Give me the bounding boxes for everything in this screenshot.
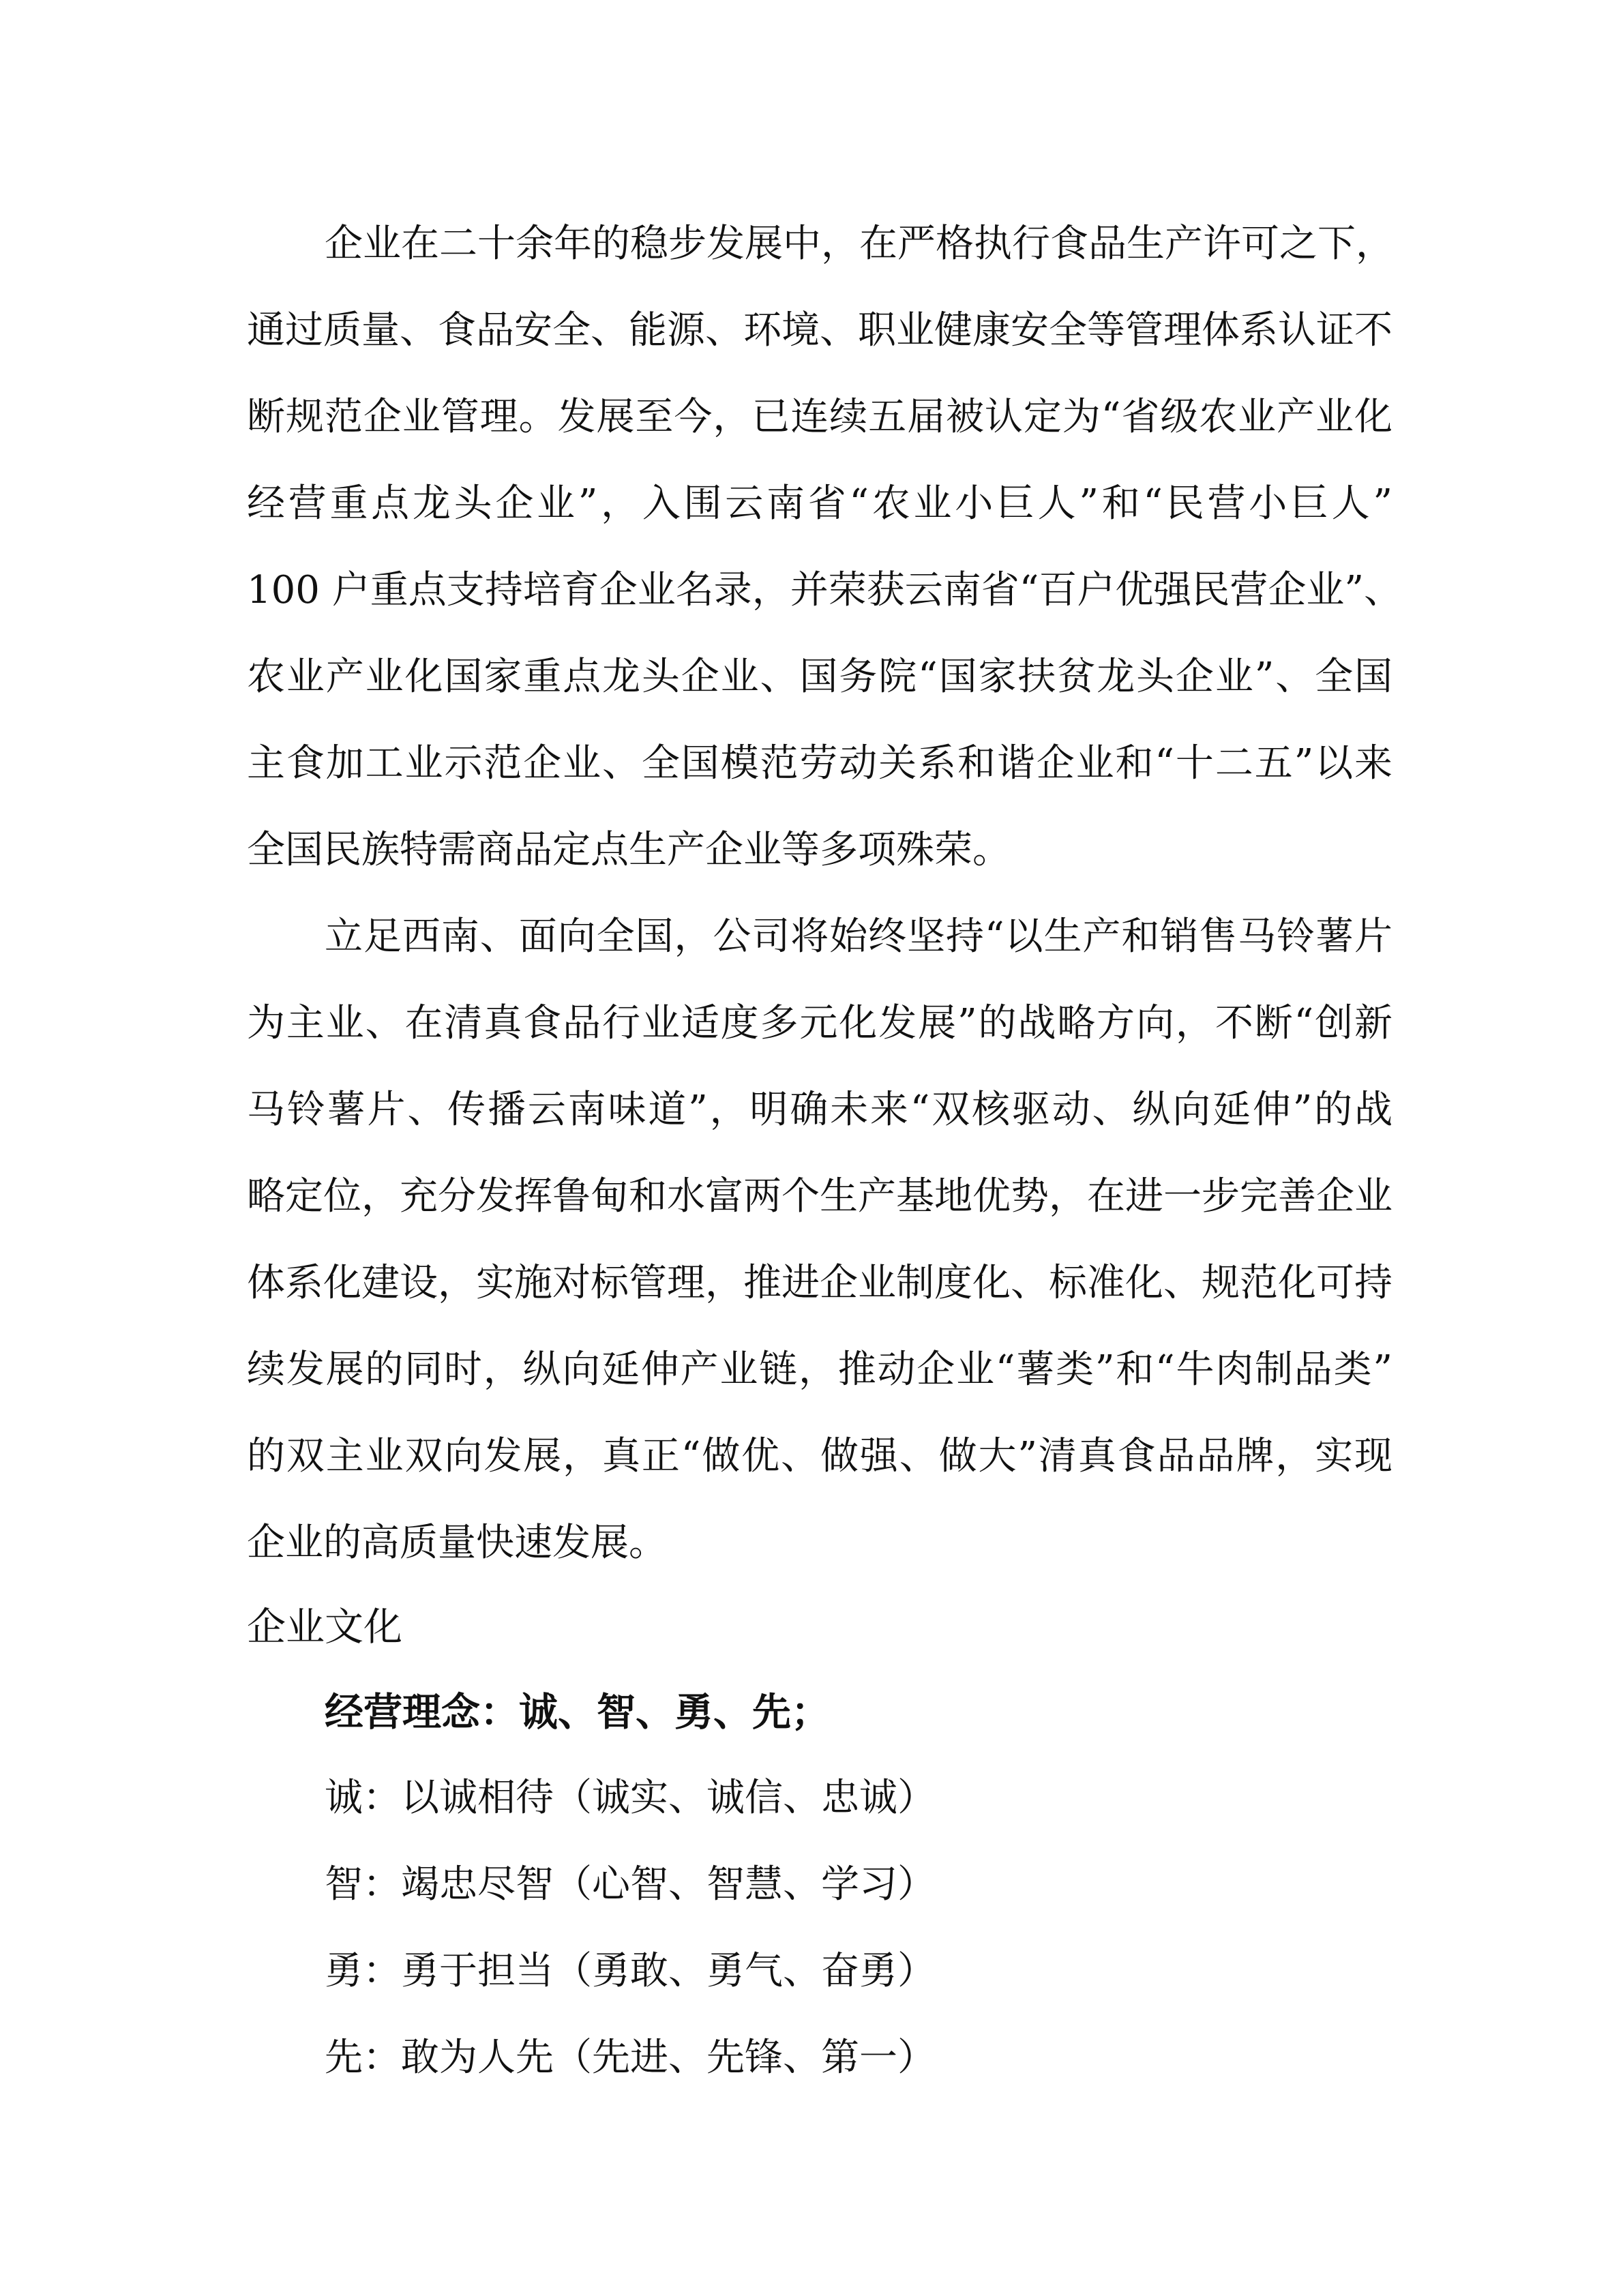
paragraph-1-line-3: 断规范企业管理。发展至今，已连续五届被认定为“省级农业产业化	[247, 395, 1393, 439]
paragraph-1-line-8: 全国民族特需商品定点生产企业等多项殊荣。	[247, 828, 1011, 872]
section-heading: 企业文化	[247, 1605, 402, 1650]
philosophy-item-yong: 勇：勇于担当（勇敢、勇气、奋勇）	[325, 1949, 936, 1993]
paragraph-2-line-5: 体系化建设，实施对标管理，推进企业制度化、标准化、规范化可持	[247, 1261, 1393, 1305]
paragraph-1-line-7: 主食加工业示范企业、全国模范劳动关系和谐企业和“十二五”以来	[247, 741, 1393, 786]
paragraph-1-line-2: 通过质量、食品安全、能源、环境、职业健康安全等管理体系认证不	[247, 308, 1393, 353]
paragraph-2-line-1: 立足西南、面向全国，公司将始终坚持“以生产和销售马铃薯片	[325, 914, 1393, 959]
philosophy-item-cheng: 诚：以诚相待（诚实、诚信、忠诚）	[325, 1776, 936, 1820]
philosophy-item-xian: 先：敢为人先（先进、先锋、第一）	[325, 2036, 936, 2080]
philosophy-title: 经营理念：诚、智、勇、先；	[325, 1690, 830, 1735]
paragraph-1-line-1: 企业在二十余年的稳步发展中，在严格执行食品生产许可之下，	[325, 222, 1394, 266]
paragraph-2-line-4: 略定位，充分发挥鲁甸和水富两个生产基地优势，在进一步完善企业	[247, 1174, 1393, 1219]
paragraph-1-line-5: 100 户重点支持培育企业名录，并荣获云南省“百户优强民营企业”、	[247, 568, 1402, 612]
paragraph-2-line-7: 的双主业双向发展，真正“做优、做强、做大”清真食品品牌，实现	[247, 1434, 1393, 1478]
philosophy-item-zhi: 智：竭忠尽智（心智、智慧、学习）	[325, 1862, 936, 1907]
paragraph-1-line-6: 农业产业化国家重点龙头企业、国务院“国家扶贫龙头企业”、全国	[247, 655, 1393, 699]
paragraph-2-line-8: 企业的高质量快速发展。	[247, 1521, 667, 1565]
paragraph-2-line-3: 马铃薯片、传播云南味道”，明确未来“双核驱动、纵向延伸”的战	[247, 1088, 1393, 1132]
paragraph-2-line-6: 续发展的同时，纵向延伸产业链，推动企业“薯类”和“牛肉制品类”	[247, 1347, 1393, 1392]
paragraph-1-line-4: 经营重点龙头企业”，入围云南省“农业小巨人”和“民营小巨人”	[247, 481, 1393, 526]
paragraph-2-line-2: 为主业、在清真食品行业适度多元化发展”的战略方向，不断“创新	[247, 1001, 1393, 1045]
